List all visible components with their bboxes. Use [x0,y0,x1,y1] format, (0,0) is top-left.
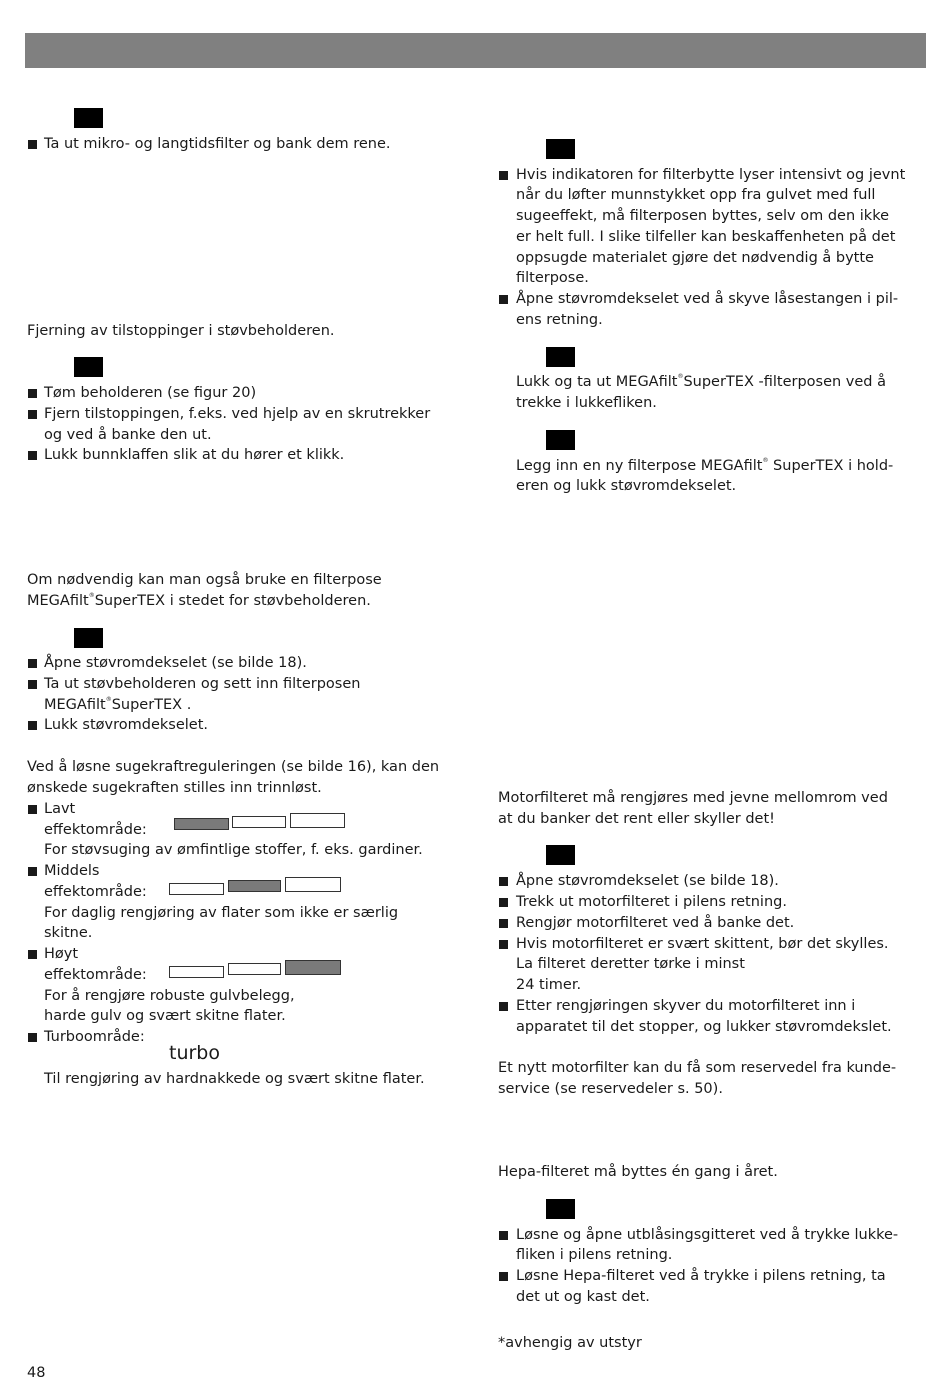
list-item: Løsne og åpne utblåsingsgitteret ved å trykke lukke- [516,1227,899,1243]
list-item: Fjern tilstoppingen, f.eks. ved hjelp av en skrutrekker [44,406,431,422]
bullet-icon [499,877,508,886]
header-bar [25,33,926,68]
list-item-continuation: apparatet til det stopper, og lukker støvromdekslet. [516,1019,892,1035]
power-bar [228,963,281,975]
power-bar [285,960,341,975]
power-bar [290,813,345,828]
mid-desc: For daglig rengjøring av flater som ikke er særlig [44,905,399,921]
turbo-label: Turboområde: [44,1029,145,1045]
high-label: Høyt [44,946,79,962]
spare-text: Et nytt motorfilter kan du få som reservedel fra kunde- [498,1060,897,1076]
motor-intro: Motorfilteret må rengjøres med jevne mellomrom ved [498,790,888,806]
list-item: Løsne Hepa-filteret ved å trykke i pilens retning, ta [516,1268,886,1284]
mid-label: Middels [44,863,100,879]
list-item: Etter rengjøringen skyver du motorfilteret inn i [516,998,856,1014]
high-desc: For å rengjøre robuste gulvbelegg, [44,988,295,1004]
bullet-icon [28,451,37,460]
power-bar [174,818,229,830]
figure-marker [74,357,103,377]
bullet-icon [28,805,37,814]
bullet-icon [499,1272,508,1281]
power-bar [285,877,341,892]
bullet-icon [499,898,508,907]
insert-text: Legg inn en ny filterpose MEGAfilt® SuperTEX i hold- [516,457,894,474]
blockage-intro: Fjerning av tilstoppinger i støvbeholderen. [27,323,335,339]
power-bar [169,966,224,978]
power-intro: Ved å løsne sugekraftreguleringen (se bilde 16), kan den [27,759,440,775]
list-item-continuation: fliken i pilens retning. [516,1247,673,1263]
power-bar [232,816,286,828]
list-item: Åpne støvromdekselet (se bilde 18). [44,655,307,671]
power-bar [169,883,224,895]
bullet-icon [28,410,37,419]
list-item-continuation: La filteret deretter tørke i minst [516,956,745,972]
bullet-icon [28,659,37,668]
hepa-intro: Hepa-filteret må byttes én gang i året. [498,1164,778,1180]
high-label-2: effektområde: [44,967,147,983]
bullet-icon [499,171,508,180]
bullet-icon [499,295,508,304]
bullet-icon [499,940,508,949]
bullet-icon [28,389,37,398]
close-text-2: trekke i lukkefliken. [516,395,657,411]
footnote: *avhengig av utstyr [498,1335,642,1351]
list-item-continuation: og ved å banke den ut. [44,427,212,443]
bullet-icon [499,1002,508,1011]
list-item: Åpne støvromdekselet (se bilde 18). [516,873,779,889]
high-desc-2: harde gulv og svært skitne flater. [44,1008,286,1024]
list-item-continuation: 24 timer. [516,977,582,993]
bullet-icon [28,721,37,730]
motor-intro-2: at du banker det rent eller skyller det! [498,811,775,827]
list-item: Rengjør motorfilteret ved å banke det. [516,915,795,931]
close-text: Lukk og ta ut MEGAfilt®SuperTEX -filterposen ved å [516,373,887,390]
bullet-icon [28,680,37,689]
list-item-continuation: MEGAfilt®SuperTEX . [44,696,192,713]
insert-text-2: eren og lukk støvromdekselet. [516,478,737,494]
bullet-icon [28,1033,37,1042]
bullet-icon [28,140,37,149]
mid-desc-2: skitne. [44,925,93,941]
figure-marker [546,845,575,865]
indicator-text: når du løfter munnstykket opp fra gulvet med full [516,187,876,203]
bag-intro-line-2: MEGAfilt®SuperTEX i stedet for støvbeholderen. [27,592,371,609]
figure-marker [546,1199,575,1219]
figure-marker [546,430,575,450]
turbo-desc: Til rengjøring av hardnakkede og svært skitne flater. [44,1071,425,1087]
list-item: Lukk bunnklaffen slik at du hører et klikk. [44,447,345,463]
indicator-text: oppsugde materialet gjøre det nødvendig å bytte [516,250,874,266]
filters-item: Ta ut mikro- og langtidsfilter og bank dem rene. [44,136,391,152]
bullet-icon [499,919,508,928]
indicator-text: er helt full. I slike tilfeller kan beskaffenheten på det [516,229,896,245]
low-label-2: effektområde: [44,822,147,838]
list-item: Hvis motorfilteret er svært skittent, bør det skylles. [516,936,889,952]
indicator-text: filterpose. [516,270,589,286]
power-intro-line-2: ønskede sugekraften stilles inn trinnløst. [27,780,322,796]
indicator-text: Hvis indikatoren for filterbytte lyser intensivt og jevnt [516,167,906,183]
page-number: 48 [27,1365,46,1381]
list-item: Tøm beholderen (se figur 20) [44,385,257,401]
spare-text-2: service (se reservedeler s. 50). [498,1081,723,1097]
bullet-icon [499,1231,508,1240]
open-text: ens retning. [516,312,603,328]
figure-marker [74,628,103,648]
list-item-continuation: det ut og kast det. [516,1289,650,1305]
mid-label-2: effektområde: [44,884,147,900]
list-item: Ta ut støvbeholderen og sett inn filterposen [44,676,361,692]
turbo-symbol: turbo [169,1042,220,1064]
bullet-icon [28,867,37,876]
list-item: Lukk støvromdekselet. [44,717,208,733]
power-bar [228,880,281,892]
figure-marker [546,347,575,367]
open-text: Åpne støvromdekselet ved å skyve låsestangen i pil- [516,291,899,307]
indicator-text: sugeeffekt, må filterposen byttes, selv om den ikke [516,208,889,224]
low-desc: For støvsuging av ømfintlige stoffer, f. eks. gardiner. [44,842,423,858]
figure-marker [546,139,575,159]
list-item: Trekk ut motorfilteret i pilens retning. [516,894,787,910]
low-label: Lavt [44,801,76,817]
bullet-icon [28,950,37,959]
bag-intro: Om nødvendig kan man også bruke en filterpose [27,572,382,588]
figure-marker [74,108,103,128]
